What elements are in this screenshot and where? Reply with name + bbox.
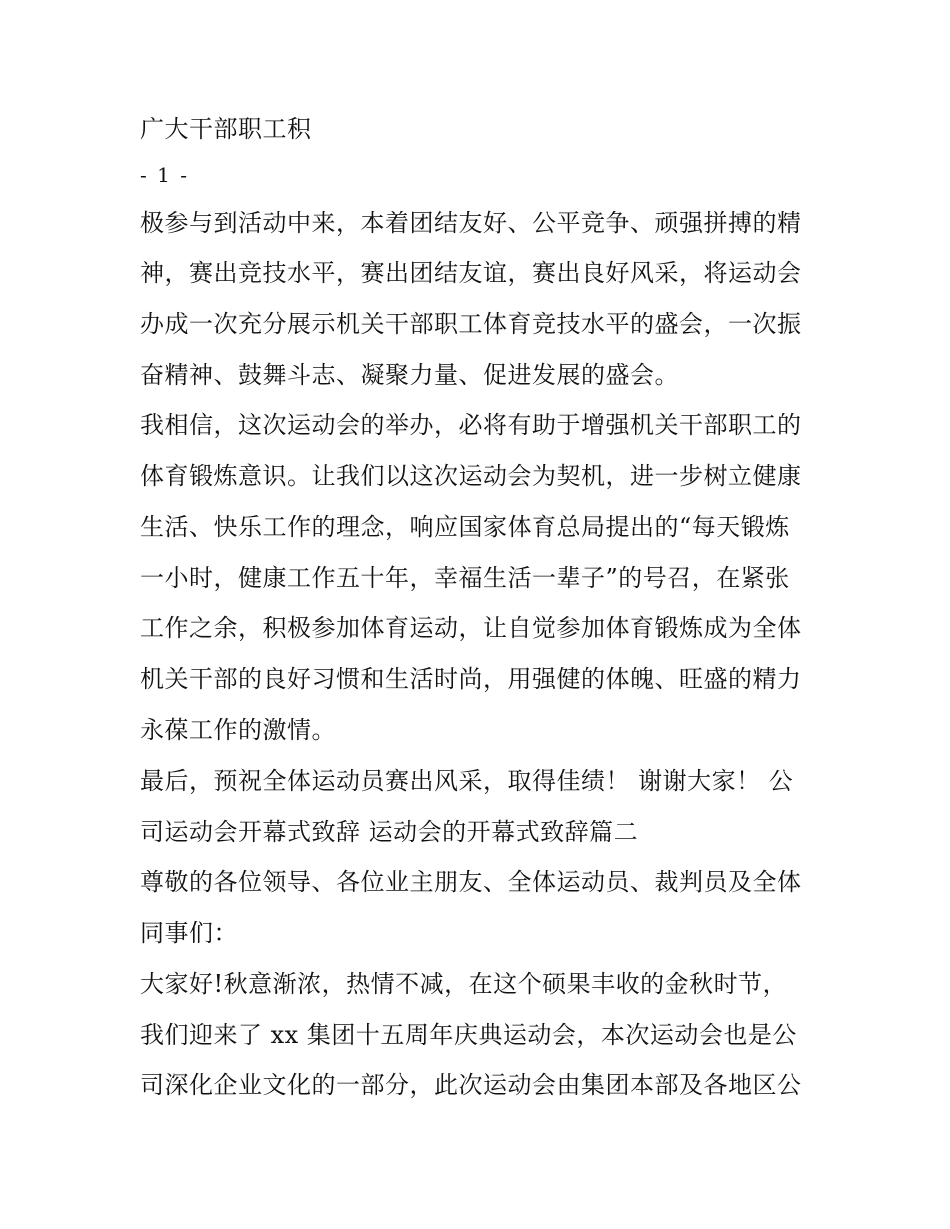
- text-line: 奋精神、鼓舞斗志、凝聚力量、促进发展的盛会。: [140, 361, 679, 389]
- text-line: 办成一次充分展示机关干部职工体育竞技水平的盛会，一次振: [140, 310, 802, 338]
- text-line: 生活、快乐工作的理念，响应国家体育总局提出的“每天锻炼: [140, 513, 790, 541]
- text-line: 机关干部的良好习惯和生活时尚，用强健的体魄、旺盛的精力: [140, 665, 802, 693]
- text-line: 永葆工作的激情。: [140, 716, 336, 744]
- text-line: 大家好!秋意渐浓，热情不减，在这个硕果丰收的金秋时节，: [140, 970, 788, 998]
- text-line: 最后，预祝全体运动员赛出风采，取得佳绩！ 谢谢大家！ 公: [140, 767, 794, 795]
- text-line: 尊敬的各位领导、各位业主朋友、全体运动员、裁判员及全体: [140, 868, 802, 896]
- text-line: 我们迎来了 xx 集团十五周年庆典运动会，本次运动会也是公: [140, 1021, 797, 1049]
- text-line: 我相信，这次运动会的举办，必将有助于增强机关干部职工的: [140, 411, 802, 439]
- text-line: 神，赛出竞技水平，赛出团结友谊，赛出良好风采，将运动会: [140, 259, 802, 287]
- text-line: 司深化企业文化的一部分，此次运动会由集团本部及各地区公: [140, 1071, 802, 1099]
- text-line: 极参与到活动中来，本着团结友好、公平竞争、顽强拼搏的精: [140, 209, 802, 237]
- page-number: - 1 -: [140, 163, 189, 187]
- text-line: 司运动会开幕式致辞 运动会的开幕式致辞篇二: [140, 818, 639, 846]
- text-line: 工作之余，积极参加体育运动，让自觉参加体育锻炼成为全体: [140, 614, 802, 642]
- heading-line: 广大干部职工积: [140, 115, 312, 143]
- text-line: 体育锻炼意识。让我们以这次运动会为契机，进一步树立健康: [140, 462, 802, 490]
- text-line: 同事们：: [140, 919, 238, 947]
- text-line: 一小时，健康工作五十年，幸福生活一辈子”的号召，在紧张: [140, 564, 790, 592]
